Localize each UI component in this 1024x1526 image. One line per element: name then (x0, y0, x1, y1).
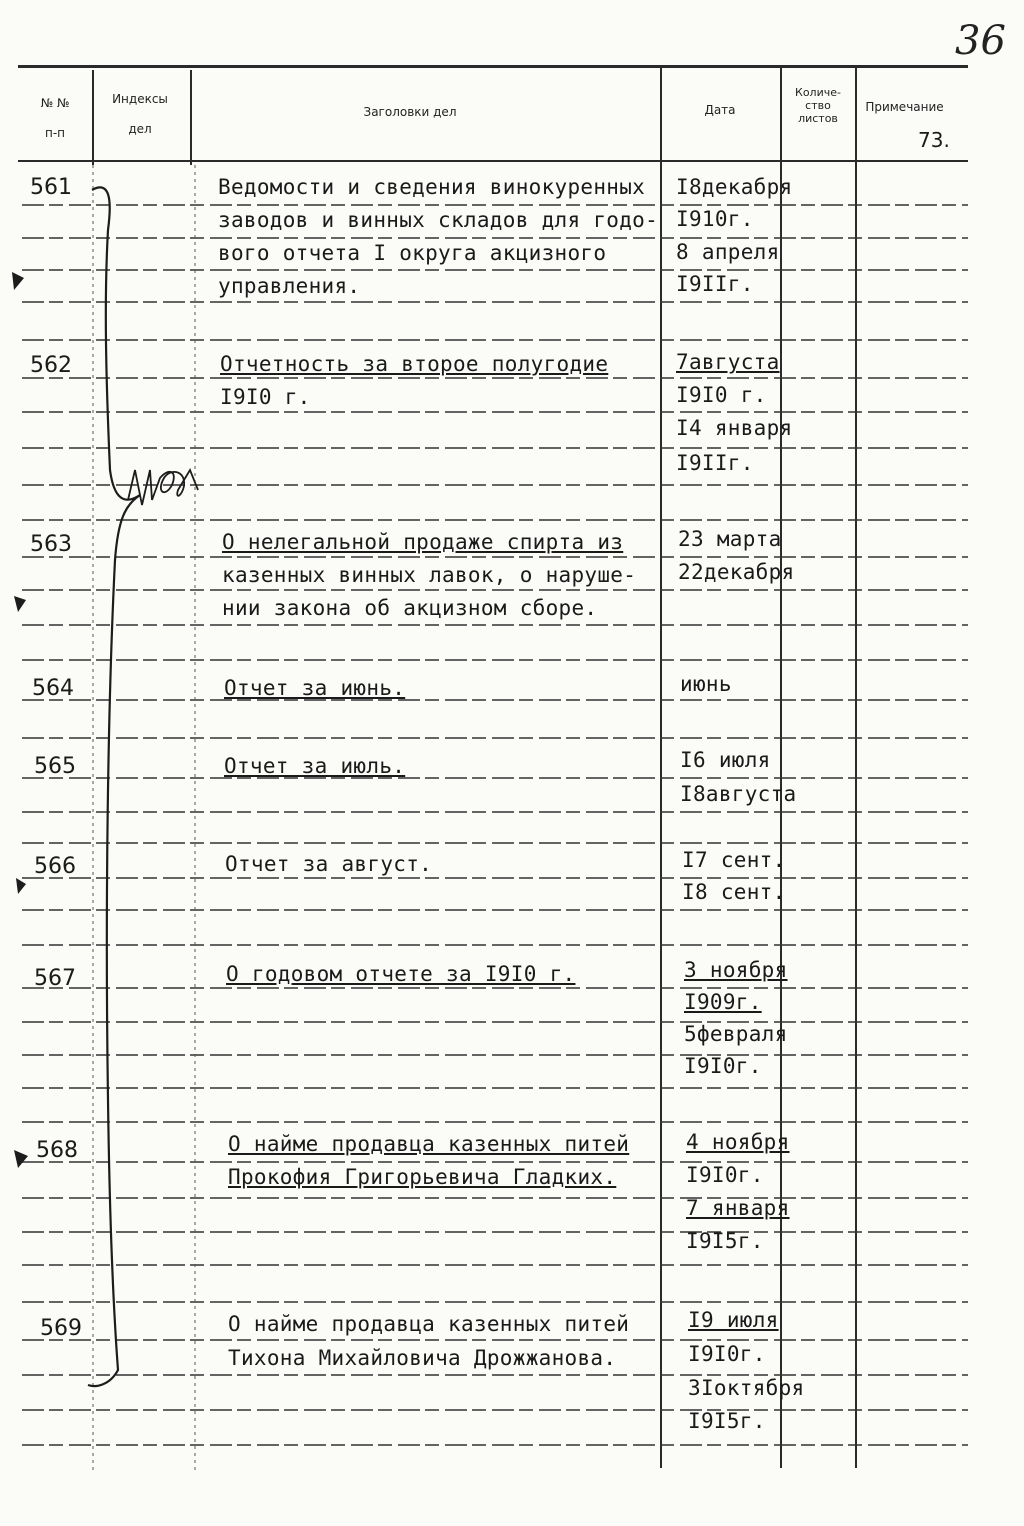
row-566-date-2: I8 сент. (682, 880, 786, 904)
row-567-date-1: 3 ноября (684, 958, 788, 982)
header-date: Дата (704, 103, 736, 117)
header-num-line2: п-п (44, 126, 66, 140)
row-564-date-1: июнь (680, 672, 732, 696)
row-568-date-4: I9I5г. (686, 1229, 764, 1253)
row-563-number: 563 (30, 532, 72, 557)
row-568-number: 568 (36, 1138, 78, 1163)
row-563-title-line1: О нелегальной продаже спирта из (222, 530, 624, 554)
header-index (95, 92, 185, 136)
page-number: 36 (955, 18, 1006, 64)
row-568-date-1: 4 ноября (686, 1130, 790, 1154)
col-divider-5 (855, 68, 857, 1468)
row-568-title-line2: Прокофия Григорьевича Гладких. (228, 1165, 617, 1189)
row-568-date-2: I9I0г. (686, 1163, 764, 1187)
row-564-title-line1: Отчет за июнь. (224, 676, 406, 700)
header-sheets-line2: ство (805, 99, 831, 112)
row-563-title-line2: казенных винных лавок, о наруше- (222, 563, 637, 587)
row-569-date-3: 3Iоктября (688, 1376, 805, 1400)
row-561-date-3: 8 апреля (676, 240, 780, 264)
row-562-date-3: I4 января (676, 416, 793, 440)
header-rule (18, 160, 968, 162)
row-566-date-1: I7 сент. (682, 848, 786, 872)
header-num-line1: № № (40, 96, 70, 110)
col-divider-4 (780, 68, 782, 1468)
row-567-date-2: I909г. (684, 990, 762, 1014)
header-title: Заголовки дел (363, 105, 457, 119)
row-565-date-2: I8августа (680, 782, 797, 806)
row-561-title-line3: вого отчета I округа акцизного (218, 241, 607, 265)
row-567-date-4: I9I0г. (684, 1054, 762, 1078)
row-569-number: 569 (40, 1316, 82, 1341)
row-561-date-4: I9IIг. (676, 272, 754, 296)
row-564-number: 564 (32, 676, 74, 701)
row-562-date-4: I9IIг. (676, 451, 754, 475)
row-563-title-line3: нии закона об акцизном сборе. (222, 596, 598, 620)
row-569-title-line2: Тихона Михайловича Дрожжанова. (228, 1346, 617, 1370)
col-divider-3 (660, 68, 662, 1468)
header-num (25, 96, 85, 140)
row-567-date-3: 5февраля (684, 1022, 788, 1046)
row-561-title-line2: заводов и винных складов для годо- (218, 208, 659, 232)
row-569-date-2: I9I0г. (688, 1342, 766, 1366)
row-567-title-line1: О годовом отчете за I9I0 г. (226, 962, 576, 986)
header-index-line2: дел (128, 122, 152, 136)
row-568-title-line1: О найме продавца казенных питей (228, 1132, 630, 1156)
row-563-date-2: 22декабря (678, 560, 795, 584)
row-568-date-3: 7 января (686, 1196, 790, 1220)
row-562-date-2: I9I0 г. (676, 383, 767, 407)
row-561-number: 561 (30, 175, 72, 200)
row-562-title-line2: I9I0 г. (220, 385, 311, 409)
row-561-date-2: I910г. (676, 207, 754, 231)
row-562-date-1: 7августа (676, 350, 780, 374)
row-565-date-1: I6 июля (680, 748, 771, 772)
row-565-number: 565 (34, 754, 76, 779)
row-567-number: 567 (34, 966, 76, 991)
row-561-date-1: I8декабря (676, 175, 793, 199)
header-sheets (782, 86, 854, 125)
row-562-title-line1: Отчетность за второе полугодие (220, 352, 609, 376)
header-sheets-line1: Количе- (795, 86, 841, 99)
top-rule (18, 65, 968, 68)
row-569-date-4: I9I5г. (688, 1409, 766, 1433)
row-569-title-line1: О найме продавца казенных питей (228, 1312, 630, 1336)
row-566-title-line1: Отчет за август. (225, 852, 433, 876)
col-divider-2 (190, 70, 192, 165)
row-563-date-1: 23 марта (678, 527, 782, 551)
header-note-value: 73. (918, 128, 950, 152)
col-divider-1 (92, 70, 94, 165)
header-sheets-line3: листов (798, 112, 838, 125)
row-561-title-line4: управления. (218, 274, 361, 298)
row-562-number: 562 (30, 353, 72, 378)
header-index-line1: Индексы (112, 92, 168, 106)
row-561-title-line1: Ведомости и сведения винокуренных (218, 175, 646, 199)
header-note: Примечание (865, 100, 944, 114)
row-565-title-line1: Отчет за июль. (224, 754, 406, 778)
row-566-number: 566 (34, 854, 76, 879)
row-569-date-1: I9 июля (688, 1308, 779, 1332)
